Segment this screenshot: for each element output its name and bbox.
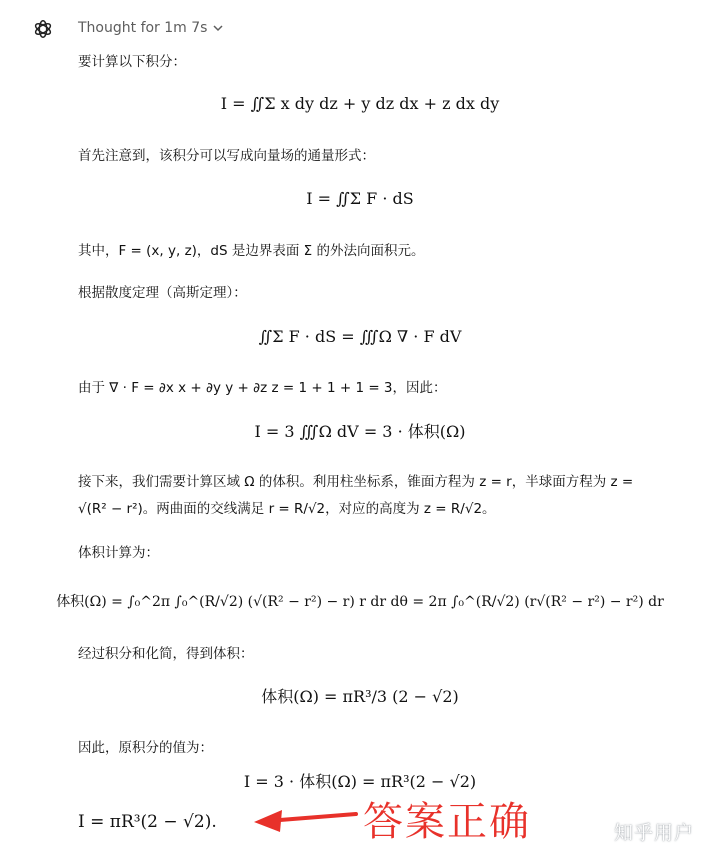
equation-6: 体积(Ω) = πR³/3 (2 − √2) [261, 687, 459, 706]
red-arrow-icon [250, 800, 360, 840]
equation-4: I = 3 ∭Ω dV = 3 · 体积(Ω) [254, 422, 466, 441]
thought-toggle[interactable] [78, 20, 224, 36]
chevron-down-icon [212, 22, 224, 34]
intro-text: 要计算以下积分： [78, 54, 186, 70]
next-text-line-2: √(R² − r²)。两曲面的交线满足 r = R/√2，对应的高度为 z = R/√2。 [78, 501, 496, 517]
thought-label: Thought for 1m 7s [78, 20, 208, 36]
equation-5: 体积(Ω) = ∫₀^2π ∫₀^(R/√2) (√(R² − r²) − r) r dr dθ = 2π ∫₀^(R/√2) (r√(R² − r²) − r²) dr [56, 594, 664, 610]
handwritten-result: I = πR³(2 − √2). [78, 812, 217, 832]
equation-1: I = ∬Σ x dy dz + y dz dx + z dx dy [220, 94, 500, 113]
equation-2: I = ∬Σ F · dS [306, 189, 414, 208]
where-text: 其中，F = (x, y, z)，dS 是边界表面 Σ 的外法向面积元。 [78, 243, 425, 259]
volume-text: 体积计算为： [78, 545, 159, 561]
equation-7: I = 3 · 体积(Ω) = πR³(2 − √2) [243, 772, 477, 791]
equation-3: ∬Σ F · dS = ∭Ω ∇ · F dV [258, 327, 462, 346]
answer-correct-label: 答案正确 [363, 799, 531, 845]
watermark: 知乎用户 [613, 822, 694, 844]
next-text-line-1: 接下来，我们需要计算区域 Ω 的体积。利用柱坐标系，锥面方程为 z = r，半球面方程为 z = [78, 474, 634, 490]
flux-text: 首先注意到，该积分可以写成向量场的通量形式： [78, 148, 375, 164]
simplify-text: 经过积分和化简，得到体积： [78, 646, 254, 662]
gauss-text: 根据散度定理（高斯定理）： [78, 285, 247, 301]
chatgpt-logo-icon [32, 18, 54, 40]
divergence-text: 由于 ∇ · F = ∂x x + ∂y y + ∂z z = 1 + 1 + 1 = 3，因此： [78, 380, 447, 396]
therefore-text: 因此，原积分的值为： [78, 740, 213, 756]
